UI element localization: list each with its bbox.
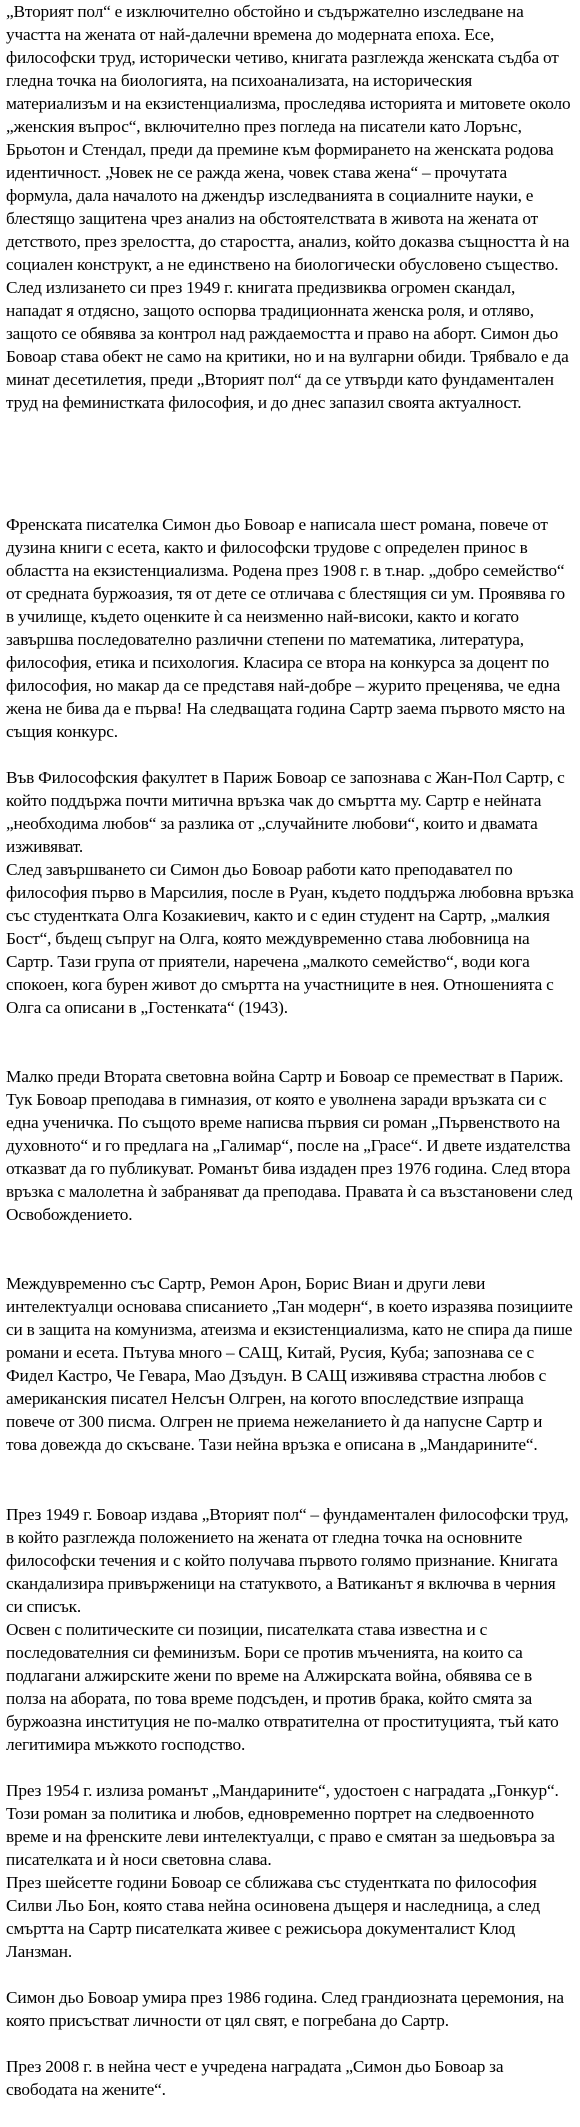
biography-paragraph: След завършването си Симон дьо Бовоар работи като преподавател по философия първо в Марсилия, после в Руан, където поддържа любовна връзка със студентката Олга Козакиевич, както и с един студент на Сартр, „малкия Бост“, бъдещ съпруг на Олга, която междувременно става любовница на Сартр. Тази група от приятели, наречена „малкото семейство“, води кога спокоен, кога бурен живот до смъртта на участниците в нея. Отношенията с Олга са описани в „Гостенката“ (1943).	[6, 860, 574, 1017]
biography-paragraph: През 1949 г. Бовоар издава „Вторият пол“ – фундаментален философски труд, в който разглежда положението на жената от гледна точка на основните философски течения и с който получава първото голямо признание. Книгата скандализира привърженици на статуквото, а Ватиканът я включва в черния си списък.	[6, 1505, 569, 1616]
biography-paragraph: Междувременно със Сартр, Ремон Арон, Борис Виан и други леви интелектуалци основава списанието „Тан модерн“, в което изразява позициите си в защита на комунизма, атеизма и екзистенциализма, като не спира да пише романи и есета. Пътува много – САЩ, Китай, Русия, Куба; запознава се с Фидел Кастро, Че Гевара, Мао Дзъдун. В САЩ изживява страстна любов с американския писател Нелсън Олгрен, на когото впоследствие изпраща повече от 300 писма. Олгрен не приема нежеланието ѝ да напусне Сартр и това довежда до скъсване. Тази нейна връзка е описана в „Мандарините“.	[6, 1274, 573, 1454]
biography-paragraph: През 2008 г. в нейна чест е учредена наградата „Симон дьо Бовоар за свободата на жените“.	[6, 2057, 504, 2099]
biography-paragraph: През 1954 г. излиза романът „Мандарините“, удостоен с наградата „Гонкур“. Този роман за политика и любов, едновременно портрет на следвоенното време и на френските леви интелектуалци, с право е смятан за шедьовъра за писателката и ѝ носи световна слава.	[6, 1781, 559, 1869]
biography-paragraph: Във Философския факултет в Париж Бовоар се запознава с Жан-Пол Сартр, с който поддържа почти митична връзка чак до смъртта му. Сартр е нейната „необходима любов“ за разлика от „случайните любови“, които и двамата изживяват.	[6, 768, 565, 856]
biography-paragraph: През шейсетте години Бовоар се сближава със студентката по философия Силви Льо Бон, която става нейна осиновена дъщеря и наследница, а след смъртта на Сартр писателката живее с режисьора документалист Клод Ланзман.	[6, 1873, 540, 1961]
biography-paragraph: Освен с политическите си позиции, писателката става известна и с последователния си феминизъм. Бори се против мъченията, на които са подлагани алжирските жени по време на Алжирската война, обявява се в полза на абората, по това време подсъден, и против брака, който смята за буржоазна институция не по-малко отвратителна от проституцията, тъй като легитимира мъжкото господство.	[6, 1620, 559, 1754]
biography-paragraph: Малко преди Втората световна война Сартр и Бовоар се преместват в Париж. Тук Бовоар преподава в гимназия, от която е уволнена заради връзката си с една ученичка. По същото време написва първия си роман „Първенството на духовното“ и го предлага на „Галимар“, после на „Грасе“. И двете издателства отказват да го публикуват. Романът бива издаден през 1976 година. След втора връзка с малолетна ѝ забраняват да преподава. Правата ѝ са възстановени след Освобождението.	[6, 1067, 573, 1224]
intro-paragraph: „Вторият пол“ е изключително обстойно и съдържателно изследване на участта на жената от най-далечни времена до модерната епоха. Есе, философски труд, исторически четиво, книгата разглежда женската съдба от гледна точка на биологията, на психоанализата, на историческия материализъм и на екзистенциализма, проследява историята и митовете около „женския въпрос“, включително през погледа на писатели като Лорънс, Брьотон и Стендал, преди да премине към формирането на женската родова идентичност. „Човек не се ражда жена, човек става жена“ – прочутата формула, дала началото на джендър изследванията в социалните науки, е блестящо защитена чрез анализ на обстоятелствата в живота на жената от детството, през зрелостта, до старостта, анализ, който доказва същността ѝ на социален конструкт, а не единствено на биологически обусловено същество. След излизането си през 1949 г. книгата предизвиква огромен скандал, нападат я отдясно, защото оспорва традиционната женска роля, и отляво, защото се обявява за контрол над раждаемостта и право на аборт. Симон дьо Бовоар става обект не само на критики, но и на вулгарни обиди. Трябвало е да минат десетилетия, преди „Вторият пол“ да се утвърди като фундаментален труд на феминистката философия, и до днес запазил своята актуалност.	[6, 2, 571, 412]
biography-paragraph: Симон дьо Бовоар умира през 1986 година. След грандиозната церемония, на която присъстват личности от цял свят, е погребана до Сартр.	[6, 1988, 564, 2030]
biography-paragraph: Френската писателка Симон дьо Бовоар е написала шест романа, повече от дузина книги с есета, както и философски трудове с определен принос в областта на екзистенциализма. Родена през 1908 г. в т.нар. „добро семейство“ от средната буржоазия, тя от дете се отличава с блестящия си ум. Проявява го в училище, където оценките ѝ са неизменно най-високи, както и когато завършва последователно различни степени по математика, литература, философия, етика и психология. Класира се втора на конкурса за доцент по философия, но макар да се представя най-добре – журито преценява, че една жена не бива да е първа! На следващата година Сартр заема първото място на същия конкурс.	[6, 515, 565, 741]
